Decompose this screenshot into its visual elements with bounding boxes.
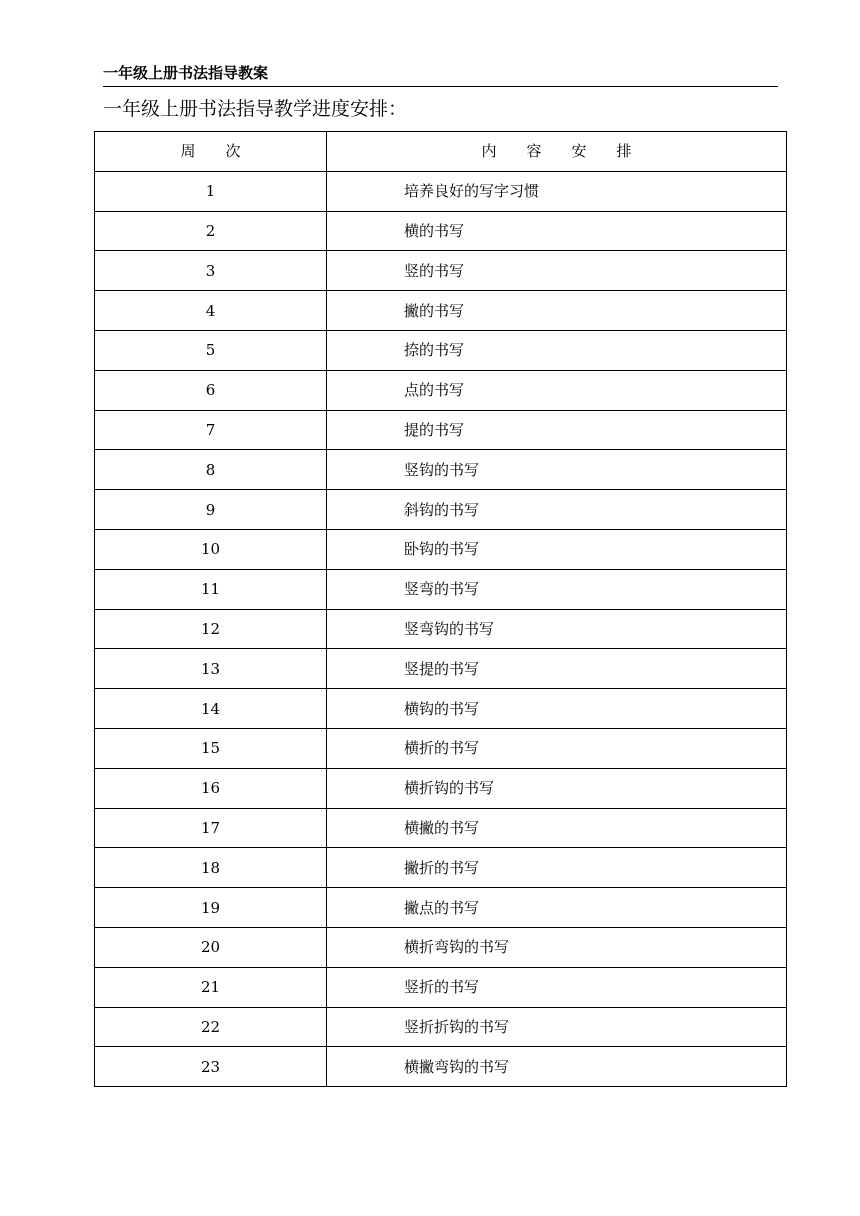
table-row bbox=[95, 1047, 787, 1087]
table-row bbox=[95, 768, 787, 808]
lesson-content-cell: 竖提的书写 bbox=[327, 649, 787, 689]
week-number-cell: 18 bbox=[95, 848, 327, 888]
table-row bbox=[95, 967, 787, 1007]
schedule-table-body bbox=[95, 132, 787, 1087]
week-number-cell: 21 bbox=[95, 967, 327, 1007]
week-number-cell: 17 bbox=[95, 808, 327, 848]
week-number-cell: 8 bbox=[95, 450, 327, 490]
table-row bbox=[95, 1007, 787, 1047]
lesson-content-cell: 横钩的书写 bbox=[327, 689, 787, 729]
table-row bbox=[95, 808, 787, 848]
table-row bbox=[95, 291, 787, 331]
lesson-content-cell: 竖钩的书写 bbox=[327, 450, 787, 490]
page-title: 一年级上册书法指导教学进度安排： bbox=[103, 98, 408, 120]
lesson-content-cell: 卧钩的书写 bbox=[327, 529, 787, 569]
week-number-cell: 12 bbox=[95, 609, 327, 649]
lesson-content-cell: 横的书写 bbox=[327, 211, 787, 251]
lesson-content-cell: 捺的书写 bbox=[327, 330, 787, 370]
lesson-content-cell: 撇的书写 bbox=[327, 291, 787, 331]
table-row bbox=[95, 848, 787, 888]
week-number-cell: 4 bbox=[95, 291, 327, 331]
lesson-content-cell: 横折弯钩的书写 bbox=[327, 927, 787, 967]
schedule-table bbox=[94, 131, 787, 1087]
lesson-content-cell: 竖折折钩的书写 bbox=[327, 1007, 787, 1047]
lesson-content-cell: 提的书写 bbox=[327, 410, 787, 450]
lesson-content-cell: 竖的书写 bbox=[327, 251, 787, 291]
running-header-text: 一年级上册书法指导教案 bbox=[103, 64, 269, 82]
table-row bbox=[95, 211, 787, 251]
week-number-cell: 5 bbox=[95, 330, 327, 370]
table-row bbox=[95, 529, 787, 569]
header-content: 内 容 安 排 bbox=[327, 132, 787, 172]
lesson-content-cell: 撇折的书写 bbox=[327, 848, 787, 888]
lesson-content-cell: 横撇弯钩的书写 bbox=[327, 1047, 787, 1087]
week-number-cell: 3 bbox=[95, 251, 327, 291]
lesson-content-cell: 点的书写 bbox=[327, 370, 787, 410]
table-row bbox=[95, 569, 787, 609]
lesson-content-cell: 斜钩的书写 bbox=[327, 490, 787, 530]
week-number-cell: 22 bbox=[95, 1007, 327, 1047]
week-number-cell: 11 bbox=[95, 569, 327, 609]
lesson-content-cell: 竖折的书写 bbox=[327, 967, 787, 1007]
week-number-cell: 16 bbox=[95, 768, 327, 808]
table-row bbox=[95, 410, 787, 450]
table-row bbox=[95, 450, 787, 490]
table-row bbox=[95, 728, 787, 768]
table-row bbox=[95, 370, 787, 410]
week-number-cell: 10 bbox=[95, 529, 327, 569]
table-row bbox=[95, 330, 787, 370]
table-row bbox=[95, 171, 787, 211]
week-number-cell: 9 bbox=[95, 490, 327, 530]
week-number-cell: 6 bbox=[95, 370, 327, 410]
lesson-content-cell: 培养良好的写字习惯 bbox=[327, 171, 787, 211]
week-number-cell: 19 bbox=[95, 888, 327, 928]
lesson-content-cell: 竖弯钩的书写 bbox=[327, 609, 787, 649]
lesson-content-cell: 竖弯的书写 bbox=[327, 569, 787, 609]
week-number-cell: 14 bbox=[95, 689, 327, 729]
week-number-cell: 7 bbox=[95, 410, 327, 450]
lesson-content-cell: 横撇的书写 bbox=[327, 808, 787, 848]
table-row bbox=[95, 927, 787, 967]
table-row bbox=[95, 649, 787, 689]
table-row bbox=[95, 609, 787, 649]
lesson-content-cell: 撇点的书写 bbox=[327, 888, 787, 928]
week-number-cell: 1 bbox=[95, 171, 327, 211]
table-row bbox=[95, 490, 787, 530]
week-number-cell: 23 bbox=[95, 1047, 327, 1087]
header-week: 周 次 bbox=[95, 132, 327, 172]
week-number-cell: 15 bbox=[95, 728, 327, 768]
table-header-row bbox=[95, 132, 787, 172]
week-number-cell: 2 bbox=[95, 211, 327, 251]
table-row bbox=[95, 689, 787, 729]
lesson-content-cell: 横折钩的书写 bbox=[327, 768, 787, 808]
running-header bbox=[103, 62, 778, 87]
table-row bbox=[95, 251, 787, 291]
table-row bbox=[95, 888, 787, 928]
week-number-cell: 20 bbox=[95, 927, 327, 967]
lesson-content-cell: 横折的书写 bbox=[327, 728, 787, 768]
week-number-cell: 13 bbox=[95, 649, 327, 689]
